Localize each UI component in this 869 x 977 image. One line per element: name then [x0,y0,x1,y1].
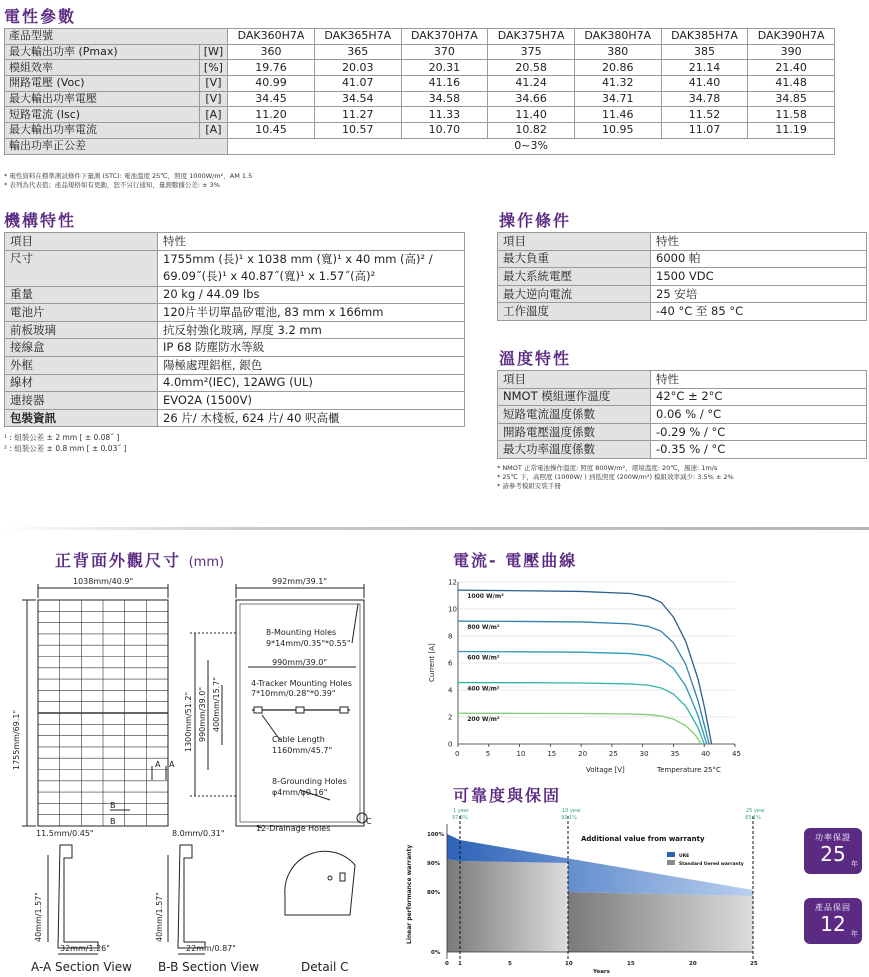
elec-row-unit: [%] [199,60,227,76]
temp-head-item: 項目 [498,371,651,389]
elec-row-label: 最大輸出功率 (Pmax) [5,44,200,60]
mech-key: 外框 [5,356,158,374]
elec-row [5,91,835,107]
w-ytick-80: 80% [427,890,441,896]
elec-value: 34.58 [401,91,488,107]
section-a-label: A [155,760,161,769]
mech-val-line2: 69.09˝(長)¹ x 40.87˝(寬)¹ x 1.57˝(高)² [163,269,376,284]
elec-row [5,76,835,92]
dim-bb-bottom: 22mm/0.87" [186,944,236,953]
mech-key: 尺寸 [5,250,158,286]
dim-aa-top: 11.5mm/0.45" [36,829,94,838]
dim-bb-h: 40mm/1.57" [155,892,164,942]
iv-xtick: 0 [455,750,460,758]
elec-value: 11.27 [314,107,401,123]
model-name: DAK390H7A [748,29,835,45]
electrical-note-1: * 電性資料在標準測試條件下量測 (STC): 電池溫度 25℃，照度 1000W/m²，AM 1.5 [4,172,253,180]
iv-ytick: 6 [448,659,453,668]
iv-xlabel: Voltage [V] [586,766,625,774]
w-xtick-10: 10 [565,961,573,967]
op-val: 25 安培 [651,285,867,303]
elec-value: 11.33 [401,107,488,123]
iv-series-label: 800 W/m² [467,624,500,632]
iv-chart [420,572,760,782]
dim-back-width: 992mm/39.1" [272,577,328,586]
legend-ure-swatch [667,852,675,857]
standard-warranty-step1 [447,859,568,952]
dim-mounting-size: 9*14mm/0.35"*0.55" [266,639,351,648]
standard-warranty-step2 [568,892,753,952]
elec-value: 11.58 [748,107,835,123]
op-key: 最大系統電壓 [498,268,651,286]
elec-value: 34.78 [661,91,748,107]
temp-val: -0.29 % / °C [651,423,867,441]
elec-value: 21.14 [661,60,748,76]
legend-standard-swatch [667,860,675,865]
w-marker-25-pct: 83.1% [745,815,761,821]
mech-key: 前板玻璃 [5,321,158,339]
iv-xtick: 30 [639,750,649,758]
elec-row-unit: [V] [199,91,227,107]
drawing-title [55,548,224,571]
elec-row-label: 模組效率 [5,60,200,76]
dim-cable: Cable Length [272,735,325,744]
iv-xtick: 45 [732,750,741,758]
power-warranty-badge [804,828,862,874]
elec-row-label: 開路電壓 (Voc) [5,76,200,92]
badge-product-num: 12 [820,912,846,936]
op-val: 1500 VDC [651,268,867,286]
elec-value: 41.32 [574,76,661,92]
model-name: DAK365H7A [314,29,401,45]
iv-series-line [458,652,707,744]
warranty-ylabel: Linear performance warranty [406,844,413,944]
dim-aa-h: 40mm/1.57" [34,892,43,942]
elec-value: 41.24 [488,76,575,92]
elec-value: 34.71 [574,91,661,107]
elec-value: 360 [228,44,315,60]
mech-head-spec: 特性 [158,233,465,251]
temp-key: 最大功率溫度係數 [498,441,651,459]
iv-ytick: 10 [448,605,457,614]
electrical-notes [4,172,252,190]
caption-aa: A-A Section View [31,960,132,974]
temp-note-3: * 請參考模組安裝手冊 [497,482,561,490]
elec-row [5,107,835,123]
elec-value: 10.95 [574,123,661,139]
elec-value: 41.07 [314,76,401,92]
dim-h400: 400mm/15.7" [212,676,221,732]
detail-c-outline [285,851,355,915]
caption-detail-c: Detail C [301,960,349,974]
iv-xtick: 20 [578,750,588,758]
mechanical-title: 機構特性 [4,211,77,230]
section-a-label-2: A [169,760,175,769]
elec-value: 11.40 [488,107,575,123]
dim-front-height: 1755mm/69.1" [12,709,21,770]
iv-ytick: 8 [448,632,453,641]
temp-key: 開路電壓溫度係數 [498,423,651,441]
elec-value: 390 [748,44,835,60]
section-b-label: B [110,801,116,810]
elec-row-label: 最大輸出功率電壓 [5,91,200,107]
elec-header-label: 產品型號 [5,29,228,45]
elec-value: 34.54 [314,91,401,107]
iv-ytick: 0 [448,740,453,749]
mech-val: 20 kg / 44.09 lbs [158,286,465,304]
op-head-spec: 特性 [651,233,867,251]
elec-value: 365 [314,44,401,60]
iv-xtick: 10 [516,750,526,758]
elec-value: 385 [661,44,748,60]
model-name: DAK375H7A [488,29,575,45]
dim-w990: 990mm/39.0" [272,658,328,667]
elec-value: 11.20 [228,107,315,123]
elec-value: 380 [574,44,661,60]
elec-row [5,123,835,139]
caption-bb: B-B Section View [158,960,260,974]
mech-val: 抗反射強化玻璃, 厚度 3.2 mm [158,321,465,339]
elec-row-unit: [V] [199,76,227,92]
tolerance-value: 0~3% [228,138,835,154]
elec-row [5,44,835,60]
legend-standard: Standard tiered warranty [679,862,744,867]
dim-h990: 990mm/39.0" [198,686,207,742]
iv-series-label: 400 W/m² [467,685,500,693]
elec-value: 375 [488,44,575,60]
mech-val [158,250,465,286]
elec-value: 20.31 [401,60,488,76]
iv-ytick: 12 [448,578,457,587]
elec-value: 10.45 [228,123,315,139]
temp-key: 短路電流溫度係數 [498,406,651,424]
mech-head-item: 項目 [5,233,158,251]
w-xtick-25: 25 [750,961,758,967]
op-key: 最大逆向電流 [498,285,651,303]
w-marker-25-year: 25 year [746,808,766,814]
temp-val: -0.35 % / °C [651,441,867,459]
badge-power-unit: 年 [851,860,858,868]
mech-key: 連接器 [5,392,158,410]
w-marker-10-year: 10 year [562,808,582,814]
dimension-drawing [0,570,440,977]
model-name: DAK360H7A [228,29,315,45]
tolerance-label: 輸出功率正公差 [5,138,228,154]
elec-row-unit: [W] [199,44,227,60]
mech-note-1: ¹ : 組裝公差 ± 2 mm [ ± 0.08˝ ] [4,433,120,442]
w-marker-1-year: 1 year [453,808,469,814]
iv-series-label: 200 W/m² [467,716,500,724]
mech-key: 線材 [5,374,158,392]
product-warranty-badge [804,898,862,944]
temp-val: 42°C ± 2°C [651,388,867,406]
w-xtick-5: 5 [508,961,512,967]
legend-ure: URE [679,854,690,859]
elec-value: 11.46 [574,107,661,123]
elec-value: 19.76 [228,60,315,76]
dim-grounding-size: φ4mm/φ0.16" [272,788,328,797]
iv-ylabel: Current [A] [428,643,436,682]
elec-value: 20.58 [488,60,575,76]
badge-product-unit: 年 [851,930,858,938]
elec-value: 10.57 [314,123,401,139]
section-divider [0,527,869,530]
temp-key: NMOT 模組運作溫度 [498,388,651,406]
w-marker-10-pct: 92.1% [561,815,577,821]
elec-row-label: 短路電流 (Isc) [5,107,200,123]
op-head-item: 項目 [498,233,651,251]
dim-h1300: 1300mm/51.2" [184,691,193,752]
w-xtick-15: 15 [627,961,635,967]
mech-key: 重量 [5,286,158,304]
elec-value: 41.40 [661,76,748,92]
drawing-unit: (mm) [188,555,225,570]
elec-value: 10.82 [488,123,575,139]
w-xtick-20: 20 [689,961,697,967]
iv-xtick: 40 [701,750,711,758]
model-name: DAK385H7A [661,29,748,45]
elec-value: 11.52 [661,107,748,123]
elec-row-label: 最大輸出功率電流 [5,123,200,139]
warranty-title: 可靠度與保固 [453,786,562,805]
op-key: 工作溫度 [498,303,651,321]
mech-val: 26 片/ 木棧板, 624 片/ 40 呎高櫃 [158,409,465,427]
temp-note-2: * 25℃ 下，高照度 (1000W/ ) 到低照度 (200W/m²) 模組效率減少: 3.5% ± 2% [497,473,734,481]
elec-row [5,60,835,76]
op-key: 最大負重 [498,250,651,268]
electrical-note-2: * 表列為代表值；產品規格如有更動，恕不另行通知，量測數據公差: ± 3% [4,181,220,189]
op-val: 6000 帕 [651,250,867,268]
dim-cable-len: 1160mm/45.7" [272,746,333,755]
badge-power-title: 功率保證 [815,833,851,842]
elec-value: 20.86 [574,60,661,76]
elec-value: 370 [401,44,488,60]
dim-front-width: 1038mm/40.9" [73,577,134,586]
elec-value: 11.07 [661,123,748,139]
iv-xtick: 35 [670,750,680,758]
elec-value: 41.16 [401,76,488,92]
iv-xtick: 15 [547,750,557,758]
elec-row-unit: [A] [199,123,227,139]
mech-val: 4.0mm²(IEC), 12AWG (UL) [158,374,465,392]
electrical-title: 電性參數 [4,7,77,26]
w-xtick-1: 1 [458,961,462,967]
elec-value: 21.40 [748,60,835,76]
dim-drainage: 12-Drainage Holes [256,824,331,833]
operating-title: 操作條件 [499,211,572,230]
warranty-xlabel: Years [593,969,610,975]
dim-tracker: 4-Tracker Mounting Holes [251,679,352,688]
elec-value: 11.19 [748,123,835,139]
mech-val-line1: 1755mm (長)¹ x 1038 mm (寬)¹ x 40 mm (高)² / [163,252,433,267]
mech-key: 接線盒 [5,339,158,357]
mech-key: 電池片 [5,304,158,322]
model-name: DAK380H7A [574,29,661,45]
dim-grounding: 8-Grounding Holes [272,777,347,786]
w-marker-1-pct: 97.5% [452,815,468,821]
warranty-chart [405,804,775,976]
drawing-title-text: 正背面外觀尺寸 [55,551,182,570]
mechanical-table [4,232,465,427]
elec-value: 10.70 [401,123,488,139]
dim-bb-top: 8.0mm/0.31" [172,829,225,838]
elec-value: 34.45 [228,91,315,107]
mech-val: EVO2A (1500V) [158,392,465,410]
w-ytick-90: 90% [427,861,441,867]
elec-value: 34.66 [488,91,575,107]
mech-key: 包裝資訊 [5,409,158,427]
iv-xtick: 25 [608,750,618,758]
badge-product-title: 產品保固 [815,903,851,912]
elec-value: 40.99 [228,76,315,92]
elec-value: 34.85 [748,91,835,107]
mechanical-notes [4,432,126,454]
elec-value: 20.03 [314,60,401,76]
iv-title: 電流- 電壓曲線 [453,551,578,570]
w-ytick-0: 0% [431,950,441,956]
op-val: -40 °C 至 85 °C [651,303,867,321]
badge-power-num: 25 [820,842,846,866]
temperature-table [497,370,867,459]
w-xtick-0: 0 [445,961,449,967]
mech-val: IP 68 防塵防水等級 [158,339,465,357]
bb-section-profile [178,845,205,948]
section-c-label: C [366,817,372,826]
iv-series-label: 600 W/m² [467,654,500,662]
electrical-table [4,28,835,155]
mech-val: 120片半切單晶矽電池, 83 mm x 166mm [158,304,465,322]
w-ytick-100: 100% [427,832,444,838]
temp-note-1: * NMOT 正常電池操作溫度: 照度 800W/m²，環境溫度: 20℃，風速: 1m/s [497,464,718,472]
mech-val: 陽極處理鋁框, 銀色 [158,356,465,374]
temperature-title: 溫度特性 [499,349,572,368]
additional-value-text: Additional value from warranty [581,835,705,843]
iv-ytick: 2 [448,713,453,722]
dim-mounting: 8-Mounting Holes [266,628,337,637]
elec-value: 41.48 [748,76,835,92]
iv-xlabel2: Temperature 25°C [657,766,721,774]
dim-tracker-size: 7*10mm/0.28"*0.39" [251,689,336,698]
model-name: DAK370H7A [401,29,488,45]
aa-section-profile [58,845,98,948]
temperature-notes [497,464,734,491]
temp-head-spec: 特性 [651,371,867,389]
section-b-label-2: B [110,817,116,826]
temp-val: 0.06 % / °C [651,406,867,424]
dim-aa-bottom: 32mm/1.26" [60,944,110,953]
iv-series-label: 1000 W/m² [467,593,504,601]
iv-xtick: 5 [485,750,491,758]
mech-note-2: ² : 組裝公差 ± 0.8 mm [ ± 0.03˝ ] [4,444,127,453]
operating-table [497,232,867,321]
elec-row-unit: [A] [199,107,227,123]
iv-ytick: 4 [448,686,453,695]
